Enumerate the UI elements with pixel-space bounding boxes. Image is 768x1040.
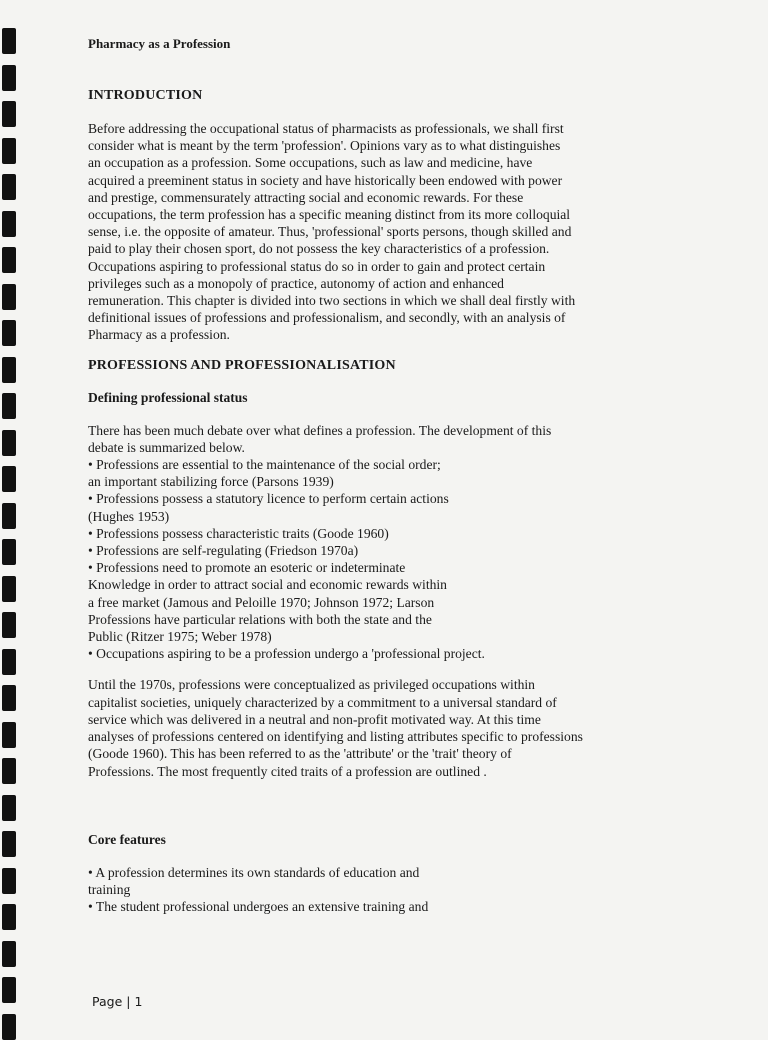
text-line: consider what is meant by the term 'profession'. Opinions vary as to what distinguishes <box>88 138 561 154</box>
text-line: an important stabilizing force (Parsons 1939) <box>88 474 334 490</box>
text-line: Knowledge in order to attract social and economic rewards within <box>88 577 447 593</box>
text-line: • A profession determines its own standards of education and <box>88 864 420 880</box>
text-line: Before addressing the occupational status of pharmacists as professionals, we shall first <box>88 121 564 136</box>
page-number: 1 <box>134 994 143 1009</box>
text-line: sense, i.e. the opposite of amateur. Thus, 'professional' sports persons, though skilled and <box>88 224 572 240</box>
binding-hole <box>2 65 16 91</box>
binding-hole <box>2 904 16 930</box>
text-line: Occupations aspiring to professional status do so in order to gain and protect certain <box>88 258 546 274</box>
text-line: • Professions are self-regulating (Friedson 1970a) <box>88 543 359 559</box>
text-line: Pharmacy as a profession. <box>88 327 230 343</box>
page-footer <box>92 994 142 1009</box>
introduction-heading: INTRODUCTION <box>88 88 203 103</box>
spiral-binding <box>0 0 22 1024</box>
binding-hole <box>2 247 16 273</box>
text-line: analyses of professions centered on identifying and listing attributes specific to professions <box>88 729 583 745</box>
binding-hole <box>2 576 16 602</box>
professions-list <box>88 422 688 663</box>
text-line: a free market (Jamous and Peloille 1970; Johnson 1972; Larson <box>88 594 435 610</box>
text-line: Professions. The most frequently cited traits of a profession are outlined . <box>88 763 487 779</box>
binding-hole <box>2 977 16 1003</box>
binding-hole <box>2 685 16 711</box>
page-separator: | <box>126 994 131 1009</box>
text-line: training <box>88 881 131 897</box>
binding-hole <box>2 941 16 967</box>
text-line: Until the 1970s, professions were conceptualized as privileged occupations within <box>88 677 535 693</box>
text-line: an occupation as a profession. Some occupations, such as law and medicine, have <box>88 155 533 171</box>
binding-hole <box>2 539 16 565</box>
binding-hole <box>2 430 16 456</box>
text-line: • Professions possess characteristic traits (Goode 1960) <box>88 525 389 541</box>
text-line: • Professions possess a statutory licence to perform certain actions <box>88 491 449 507</box>
introduction-paragraph <box>88 120 688 344</box>
binding-hole <box>2 174 16 200</box>
text-line: debate is summarized below. <box>88 439 245 455</box>
binding-hole <box>2 357 16 383</box>
binding-hole <box>2 284 16 310</box>
binding-hole <box>2 466 16 492</box>
binding-hole <box>2 612 16 638</box>
text-line: remuneration. This chapter is divided into two sections in which we shall deal firstly with <box>88 293 576 309</box>
text-line: paid to play their chosen sport, do not possess the key characteristics of a profession. <box>88 241 550 257</box>
binding-hole <box>2 722 16 748</box>
text-line: • The student professional undergoes an extensive training and <box>88 899 429 915</box>
text-line: (Hughes 1953) <box>88 508 170 524</box>
professions-heading: PROFESSIONS AND PROFESSIONALISATION <box>88 357 396 373</box>
binding-hole <box>2 868 16 894</box>
binding-hole <box>2 758 16 784</box>
text-line: service which was delivered in a neutral and non-profit motivated way. At this time <box>88 711 541 727</box>
binding-hole <box>2 28 16 54</box>
binding-hole <box>2 649 16 675</box>
professions-paragraph <box>88 676 688 779</box>
text-line: There has been much debate over what defines a profession. The development of this <box>88 422 552 438</box>
text-line: acquired a preeminent status in society and have historically been endowed with power <box>88 172 563 188</box>
binding-hole <box>2 393 16 419</box>
text-line: and prestige, commensurately attracting social and economic rewards. For these <box>88 189 524 205</box>
binding-hole <box>2 138 16 164</box>
binding-hole <box>2 1014 16 1040</box>
text-line: • Occupations aspiring to be a profession undergo a 'professional project. <box>88 646 485 662</box>
text-line: definitional issues of professions and professionalism, and secondly, with an analysis of <box>88 310 566 326</box>
running-head: Pharmacy as a Profession <box>88 36 231 51</box>
text-line: Public (Ritzer 1975; Weber 1978) <box>88 629 272 645</box>
text-line: • Professions are essential to the maintenance of the social order; <box>88 457 441 473</box>
binding-hole <box>2 211 16 237</box>
text-line: occupations, the term profession has a specific meaning distinct from its more colloquial <box>88 207 571 223</box>
core-features-list <box>88 864 688 916</box>
text-line: • Professions need to promote an esoteric or indeterminate <box>88 560 406 576</box>
page-label: Page <box>92 994 123 1009</box>
defining-status-subheading: Defining professional status <box>88 389 248 405</box>
document-page <box>88 36 688 929</box>
text-line: (Goode 1960). This has been referred to as the 'attribute' or the 'trait' theory of <box>88 746 512 762</box>
binding-hole <box>2 795 16 821</box>
text-line: Professions have particular relations with both the state and the <box>88 611 432 627</box>
text-line: privileges such as a monopoly of practice, autonomy of action and enhanced <box>88 275 504 291</box>
binding-hole <box>2 320 16 346</box>
core-features-heading: Core features <box>88 831 166 847</box>
binding-hole <box>2 831 16 857</box>
binding-hole <box>2 503 16 529</box>
binding-hole <box>2 101 16 127</box>
text-line: capitalist societies, uniquely characterized by a commitment to a universal standard of <box>88 694 557 710</box>
